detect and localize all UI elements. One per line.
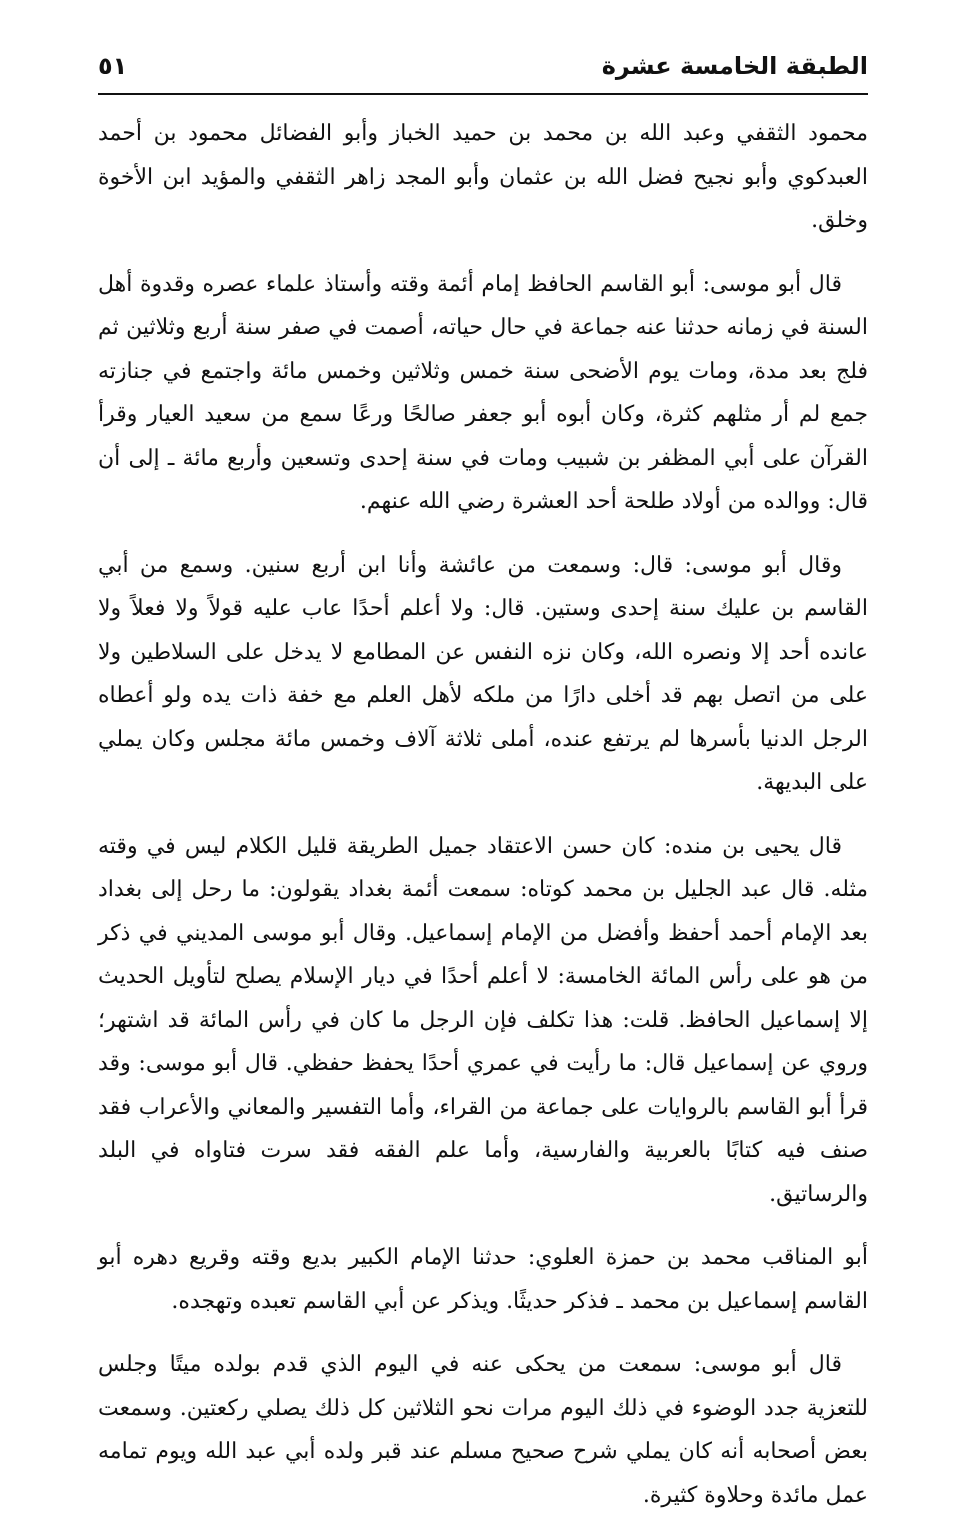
page-number: ٥١ <box>98 52 128 80</box>
running-title: الطبقة الخامسة عشرة <box>601 52 868 80</box>
paragraph: وقال أبو موسى: قال: وسمعت من عائشة وأنا ابن أربع سنين. وسمع من أبي القاسم بن عليك سنة إحدى وستين. قال: ولا أعلم أحدًا عاب عليه قولاً ولا فعلاً ولا عانده أحد إلا ونصره الله، وكان نزه النفس عن المطامع لا يدخل على السلاطين ولا على من اتصل بهم قد أخلى دارًا من ملكه لأهل العلم مع خفة ذات يده ولو أعطاه الرجل الدنيا بأسرها لم يرتفع عنده، أملى ثلاثة آلاف وخمس مائة مجلس وكان يملي على البديهة. <box>98 552 868 795</box>
paragraph: محمود الثقفي وعبد الله بن محمد بن حميد الخباز وأبو الفضائل محمود بن أحمد العبدكوي وأبو نجيح فضل الله بن عثمان وأبو المجد زاهر الثقفي والمؤيد ابن الأخوة وخلق. <box>98 121 868 233</box>
header-rule <box>98 93 868 95</box>
paragraph: قال يحيى بن منده: كان حسن الاعتقاد جميل الطريقة قليل الكلام ليس في وقته مثله. قال عبد الجليل بن محمد كوتاه: سمعت أئمة بغداد يقولون: ما رحل إلى بغداد بعد الإمام أحمد أحفظ وأفضل من الإمام إسماعيل. وقال أبو موسى المديني في ذكر من هو على رأس المائة الخامسة: لا أعلم أحدًا في ديار الإسلام يصلح لتأويل الحديث إلا إسماعيل الحافظ. قلت: هذا تكلف فإن الرجل ما كان في رأس المائة قد اشتهر؛ وروي عن إسماعيل قال: ما رأيت في عمري أحدًا يحفظ حفظي. قال أبو موسى: وقد قرأ أبو القاسم بالروايات على جماعة من القراء، وأما التفسير والمعاني والأعراب فقد صنف فيه كتابًا بالعربية والفارسية، وأما علم الفقه فقد سرت فتاواه في البلد والرساتيق. <box>98 833 868 1207</box>
paragraph: قال أبو موسى: سمعت من يحكى عنه في اليوم الذي قدم بولده ميتًا وجلس للتعزية جدد الوضوء في ذلك اليوم مرات نحو الثلاثين كل ذلك يصلي ركعتين. وسمعت بعض أصحابه أنه كان يملي شرح صحيح مسلم عند قبر ولده أبي عبد الله ويوم تمامه عمل مائدة وحلاوة كثيرة. <box>98 1352 868 1508</box>
page-header <box>98 44 868 90</box>
paragraph: قال أبو موسى: أبو القاسم الحافظ إمام أئمة وقته وأستاذ علماء عصره وقدوة أهل السنة في زمانه حدثنا عنه جماعة في حال حياته، أصمت في صفر سنة أربع وثلاثين ثم فلج بعد مدة، ومات يوم الأضحى سنة خمس وثلاثين وخمس مائة واجتمع في جنازته جمع لم أر مثلهم كثرة، وكان أبوه أبو جعفر صالحًا ورعًا سمع من سعيد العيار وقرأ القرآن على أبي المظفر بن شبيب ومات في سنة إحدى وتسعين وأربع مائة ـ إلى أن قال: ووالده من أولاد طلحة أحد العشرة رضي الله عنهم. <box>98 271 868 514</box>
body-text <box>98 112 868 1537</box>
paragraph: أبو المناقب محمد بن حمزة العلوي: حدثنا الإمام الكبير بديع وقته وقريع دهره أبو القاسم إسماعيل بن محمد ـ فذكر حديثًا. ويذكر عن أبي القاسم تعبده وتهجده. <box>98 1245 868 1314</box>
